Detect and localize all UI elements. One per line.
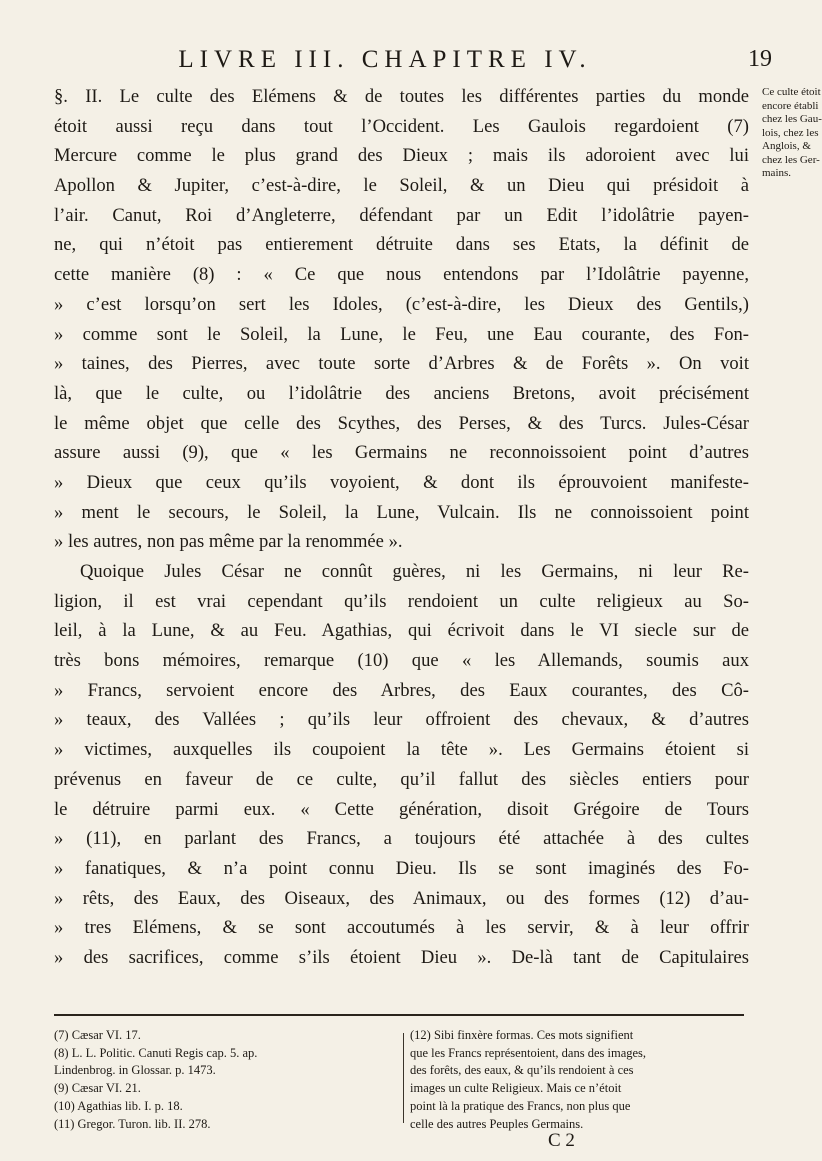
main-text [54,82,749,973]
footnote: images un culte Religieux. Mais ce n’étoit [410,1081,622,1096]
margin-note-line: Ce culte étoit [762,86,821,98]
text-line: » des sacrifices, comme s’ils étoient Dieu ». De-là tant de Capitulaires [54,946,749,968]
text-line: ne, qui n’étoit pas entierement détruite dans ses Etats, la définit de [54,234,749,256]
text-line: cette manière (8) : « Ce que nous entendons par l’Idolâtrie payenne, [54,264,749,286]
footnote: (11) Gregor. Turon. lib. II. 278. [54,1116,211,1131]
text-line: §. II. Le culte des Elémens & de toutes les différentes parties du monde [54,86,749,107]
footnotes-right-column [410,1027,744,1133]
footnote: (12) Sibi finxère formas. Ces mots signifient [410,1028,634,1042]
margin-note-line: encore établi [762,99,819,112]
text-line: » Francs, servoient encore des Arbres, des Eaux courantes, des Cô- [54,679,749,701]
text-line: » tres Elémens, & se sont accoutumés à les servir, & à leur offrir [54,917,749,939]
text-line: » les autres, non pas même par la renommée ». [54,531,403,553]
margin-note-line: lois, chez les [762,126,819,139]
text-line: Mercure comme le plus grand des Dieux ; mais ils adoroient avec lui [54,145,749,167]
text-line: » rêts, des Eaux, des Oiseaux, des Animaux, ou des formes (12) d’au- [54,887,749,909]
text-line: » Dieux que ceux qu’ils voyoient, & dont ils éprouvoient manifeste- [54,471,749,493]
text-line: ligion, il est vrai cependant qu’ils rendoient un culte religieux au So- [54,590,749,612]
footnote-rule [54,1014,744,1016]
text-line: l’air. Canut, Roi d’Angleterre, défendant par un Edit l’idolâtrie payen- [54,204,749,226]
text-line: » ment le secours, le Soleil, la Lune, Vulcain. Ils ne connoissoient point [54,501,749,523]
column-divider [403,1033,404,1123]
text-line: assure aussi (9), que « les Germains ne reconnoissoient point d’autres [54,442,749,464]
footnote: (10) Agathias lib. I. p. 18. [54,1098,183,1113]
footnote: point là la pratique des Francs, non plus que [410,1098,631,1113]
footnote: celle des autres Peuples Germains. [410,1116,584,1131]
text-line: très bons mémoires, remarque (10) que « les Allemands, soumis aux [54,650,749,672]
text-line: » taines, des Pierres, avec toute sorte d’Arbres & de Forêts ». On voit [54,353,749,375]
margin-note-line: chez les Gau- [762,113,822,125]
text-line: » comme sont le Soleil, la Lune, le Feu, une Eau courante, des Fon- [54,323,749,345]
margin-note-line: mains. [762,167,792,179]
signature-mark: C 2 [548,1130,575,1151]
footnotes-left-column [54,1027,394,1133]
footnote: (7) Cæsar VI. 17. [54,1028,141,1042]
text-line: prévenus en faveur de ce culte, qu’il fallut des siècles entiers pour [54,768,749,790]
text-line: » teaux, des Vallées ; qu’ils leur offroient des chevaux, & d’autres [54,709,749,731]
footnote: que les Francs représentoient, dans des images, [410,1045,647,1060]
text-line: » victimes, auxquelles ils coupoient la tête ». Les Germains étoient si [54,739,749,761]
text-line: Apollon & Jupiter, c’est-à-dire, le Soleil, & un Dieu qui présidoit à [54,175,749,197]
margin-note-line: chez les Ger- [762,153,820,166]
text-line: » (11), en parlant des Francs, a toujours été attachée à des cultes [54,828,749,850]
text-line: le détruire parmi eux. « Cette génération, disoit Grégoire de Tours [54,798,749,820]
footnote: (8) L. L. Politic. Canuti Regis cap. 5. ap. [54,1045,258,1060]
text-line: Quoique Jules César ne connût guères, ni les Germains, ni leur Re- [80,561,749,582]
page-header [40,46,780,82]
margin-note-line: Anglois, & [762,140,811,152]
text-line: leil, à la Lune, & au Feu. Agathias, qui écrivoit dans le VI siecle sur de [54,620,749,642]
margin-note [762,86,822,181]
text-line: » c’est lorsqu’on sert les Idoles, (c’est-à-dire, les Dieux des Gentils,) [54,293,749,315]
text-line: étoit aussi reçu dans tout l’Occident. Les Gaulois regardoient (7) [54,115,749,137]
text-line: le même objet que celle des Scythes, des Perses, & des Turcs. Jules-César [54,412,749,434]
footnote: des forêts, des eaux, & qu’ils rendoient à ces [410,1063,634,1078]
text-line: là, que le culte, ou l’idolâtrie des anciens Bretons, avoit précisément [54,382,749,404]
footnote: Lindenbrog. in Glossar. p. 1473. [54,1063,216,1078]
text-line: » fanatiques, & n’a point connu Dieu. Ils se sont imaginés des Fo- [54,857,749,879]
running-head: LIVRE III. CHAPITRE IV. [178,46,592,73]
page-number: 19 [748,46,772,72]
footnotes [54,1027,744,1137]
footnote: (9) Cæsar VI. 21. [54,1081,141,1096]
